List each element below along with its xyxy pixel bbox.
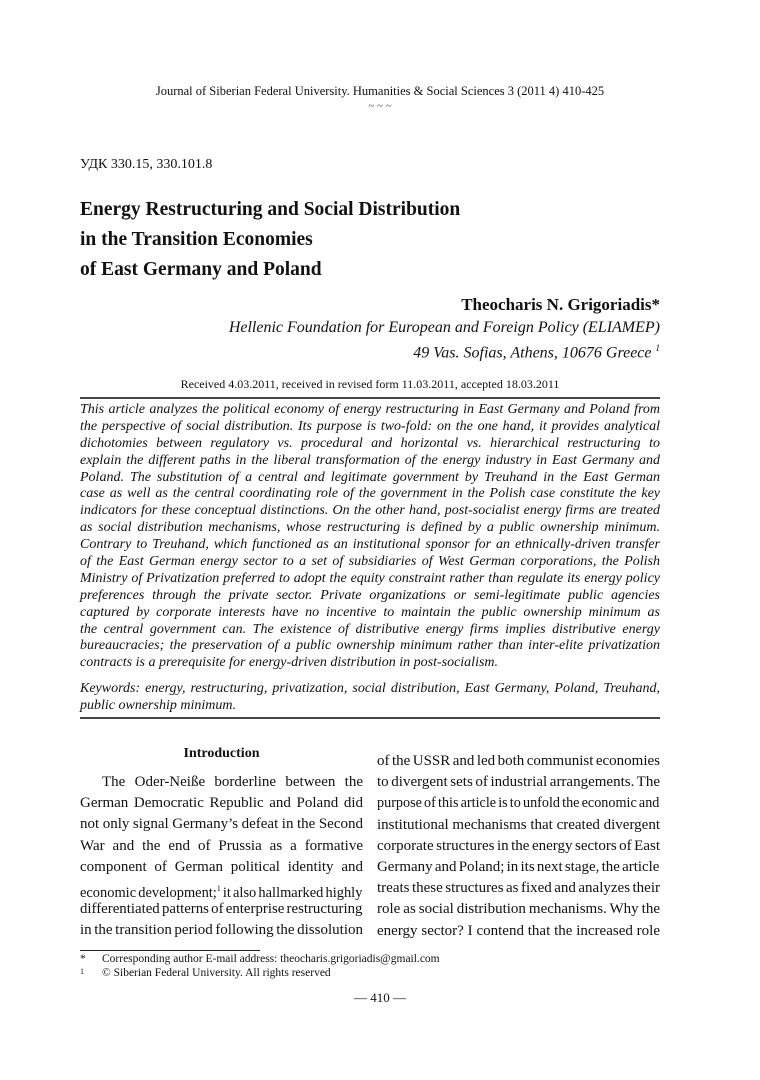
text-line: energy sector? I contend that the increased role (377, 922, 660, 939)
footnote-ref: 1 (216, 883, 221, 893)
text-line: explain the different paths in the liberal transformation of the energy industry in East Germany and (80, 452, 660, 468)
text-line: treats these structures as fixed and analyzes their (377, 880, 660, 897)
address: 49 Vas. Sofias, Athens, 10676 Greece (413, 344, 652, 362)
author-affiliation (229, 317, 660, 363)
text-line: Germany and Poland; in its next stage, the article (377, 858, 660, 875)
footnote (80, 953, 440, 965)
text-line: not only signal Germany’s defeat in the Second (80, 816, 363, 833)
text-line: the perspective of social distribution. Its purpose is two-fold: on the one hand, it provides analytical (80, 418, 660, 434)
received-dates: Received 4.03.2011, received in revised form 11.03.2011, accepted 18.03.2011 (180, 377, 560, 391)
text-line: indicators for these conceptual distinctions. On the other hand, post-socialist energy firms are treated (80, 503, 660, 519)
text-line: of the USSR and led both communist economies (377, 753, 660, 769)
footnote-mark: * (80, 953, 86, 965)
title-line: of East Germany and Poland (80, 259, 322, 280)
footnote-text: © Siberian Federal University. All rights reserved (102, 967, 331, 979)
author-name: Theocharis N. Grigoriadis* (461, 295, 660, 314)
footnote-rule (80, 950, 260, 951)
text-line: captured by corporate interests have no incentive to maintain the public ownership minimum as (80, 604, 660, 620)
address-note: 1 (655, 343, 660, 353)
text-line: of the East German energy sector to a set of subsidiaries of West German corporations, the Polish (80, 554, 660, 570)
text-line: in the transition period following the dissolution (80, 922, 363, 939)
text-line: differentiated patterns of enterprise restructuring (80, 901, 363, 918)
text-fragment: it also hallmarked highly (220, 884, 363, 901)
abstract (80, 402, 660, 672)
text-line: War and the end of Prussia as a formative (80, 837, 363, 854)
text-line: dichotomies between regulatory vs. procedural and horizontal vs. hierarchical restructuring to (80, 435, 660, 451)
text-line: Ministry of Privatization preferred to adopt the equity constraint rather than regulate its energy policy (80, 570, 660, 586)
text-fragment: economic development; (80, 884, 217, 901)
text-line: Contrary to Treuhand, which functioned as an institutional sponsor for an ethnically-driven transfer (80, 537, 660, 553)
text-line: institutional mechanisms that created divergent (377, 816, 660, 833)
footnote-mark: 1 (80, 967, 84, 976)
text-line: to divergent sets of industrial arrangements. The (377, 774, 660, 791)
udk-code: УДК 330.15, 330.101.8 (80, 157, 213, 172)
right-column (377, 751, 660, 942)
keywords (80, 681, 660, 715)
divider (80, 397, 660, 399)
title-line: Energy Restructuring and Social Distribution (80, 199, 461, 220)
divider (80, 717, 660, 719)
affiliation: Hellenic Foundation for European and Foreign Policy (ELIAMEP) (228, 319, 660, 336)
journal-header: Journal of Siberian Federal University. Humanities & Social Sciences 3 (2011 4) 410-425 (155, 84, 605, 98)
title-line: in the Transition Economies (80, 229, 313, 250)
text-line: case as well as the central coordinating role of the government in the Polish case constitute the key (80, 486, 660, 502)
text-line: component of German political identity and (80, 858, 363, 875)
text-line (80, 878, 363, 901)
text-line: purpose of this article is to unfold the economic and (377, 795, 660, 812)
text-line: Keywords: energy, restructuring, privatization, social distribution, East Germany, Poland, Treuhand, (80, 681, 660, 696)
text-line: preferences through the private sector. Private organizations or semi-legitimate public agencies (80, 587, 660, 603)
text-line: corporate structures in the energy sectors of East (377, 837, 660, 854)
footnote-text: Corresponding author E-mail address: theocharis.grigoriadis@gmail.com (102, 953, 440, 965)
header-ornament: ~ ~ ~ (368, 100, 392, 112)
text-line: bureaucracies; the preservation of a public ownership minimum rather than inter-elite privatization (80, 638, 660, 654)
section-heading: Introduction (183, 746, 260, 761)
page-number: — 410 — (354, 990, 406, 1005)
left-column (80, 772, 363, 942)
text-line: role as social distribution mechanisms. Why the (377, 901, 660, 918)
text-line: as social distribution mechanisms, whose restructuring is defined by a public ownership minimum. (80, 520, 660, 536)
text-line: public ownership minimum. (80, 697, 236, 713)
text-line: contracts is a prerequisite for energy-driven distribution in post-socialism. (80, 655, 499, 671)
footnote (80, 967, 331, 979)
text-line: This article analyzes the political economy of energy restructuring in East Germany and Poland from (80, 402, 660, 417)
text-line: The Oder-Neiße borderline between the (102, 774, 363, 790)
text-line: German Democratic Republic and Poland did (80, 795, 363, 812)
text-line: Poland. The substitution of a central and legitimate government by Treuhand in the East German (80, 469, 660, 485)
text-line: the central government can. The existence of distributive energy firms implies distributive energy (80, 621, 660, 637)
article-title (80, 195, 460, 285)
